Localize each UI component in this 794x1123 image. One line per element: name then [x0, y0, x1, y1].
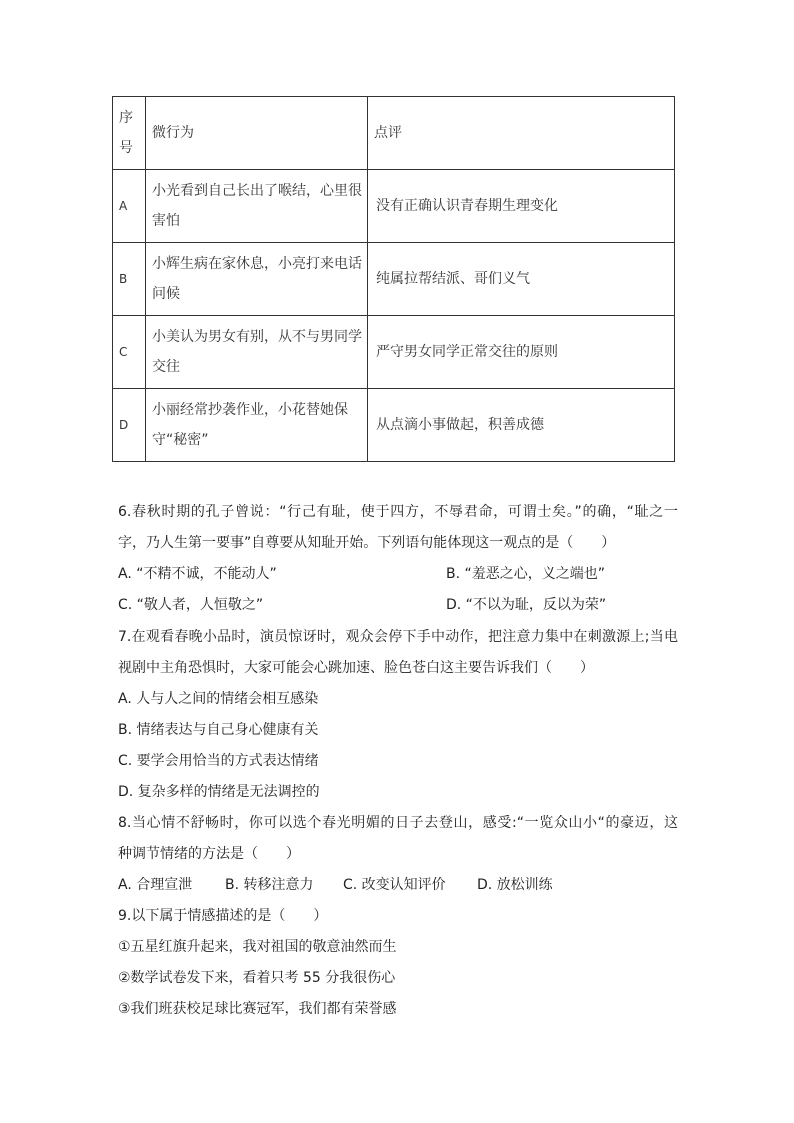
header-comment: 点评 [368, 97, 675, 170]
row-comment: 纯属拉帮结派、哥们义气 [368, 243, 675, 316]
q9-item-2: ②数学试卷发下来，看着只考 55 分我很伤心 [118, 970, 396, 986]
q8-option-c[interactable]: C. 改变认知评价 [343, 877, 446, 893]
row-index: B [113, 243, 146, 316]
q9-item-3: ③我们班获校足球比赛冠军，我们都有荣誉感 [118, 1001, 397, 1017]
q8-option-b[interactable]: B. 转移注意力 [225, 877, 314, 893]
table-row [113, 170, 675, 243]
q9-item-1: ①五星红旗升起来，我对祖国的敬意油然而生 [118, 939, 397, 955]
table-row [113, 243, 675, 316]
row-index: D [113, 389, 146, 462]
q6-option-a[interactable]: A. “不精不诚，不能动人” [118, 566, 277, 582]
q7-option-c[interactable]: C. 要学会用恰当的方式表达情绪 [118, 753, 319, 769]
q9-stem: 9.以下属于情感描述的是（ ） [118, 908, 328, 924]
header-index: 序号 [113, 97, 146, 170]
q6-option-b[interactable]: B. “羞恶之心，义之端也” [446, 566, 606, 582]
row-comment: 严守男女同学正常交往的原则 [368, 316, 675, 389]
q6-stem-line-1: 6.春秋时期的孔子曾说：“行己有耻，使于四方，不辱君命，可谓士矣。”的确，“耻之一 [118, 504, 678, 520]
q6-option-c[interactable]: C. “敬人者，人恒敬之” [118, 597, 264, 613]
q7-stem-line-2: 视剧中主角恐惧时，大家可能会心跳加速、脸色苍白这主要告诉我们（ ） [118, 660, 594, 676]
row-comment: 从点滴小事做起，积善成德 [368, 389, 675, 462]
q7-stem-line-1: 7.在观看春晚小品时，演员惊讶时，观众会停下手中动作，把注意力集中在刺激源上;当电 [118, 629, 678, 645]
q7-option-b[interactable]: B. 情绪表达与自己身心健康有关 [118, 722, 319, 738]
q7-option-d[interactable]: D. 复杂多样的情绪是无法调控的 [118, 784, 320, 800]
header-behavior: 微行为 [146, 97, 368, 170]
row-behavior: 小美认为男女有别，从不与男同学交往 [146, 316, 368, 389]
table-row [113, 389, 675, 462]
q7-option-a[interactable]: A. 人与人之间的情绪会相互感染 [118, 691, 319, 707]
row-index: C [113, 316, 146, 389]
row-comment: 没有正确认识青春期生理变化 [368, 170, 675, 243]
q8-stem-line-1: 8.当心情不舒畅时，你可以选个春光明媚的日子去登山，感受:“一览众山小“的豪迈，这 [118, 815, 678, 831]
q8-option-d[interactable]: D. 放松训练 [477, 877, 553, 893]
behavior-comment-table [112, 96, 675, 462]
row-behavior: 小辉生病在家休息，小亮打来电话问候 [146, 243, 368, 316]
row-behavior: 小光看到自己长出了喉结，心里很害怕 [146, 170, 368, 243]
row-behavior: 小丽经常抄袭作业，小花替她保守“秘密” [146, 389, 368, 462]
row-index: A [113, 170, 146, 243]
q8-option-a[interactable]: A. 合理宣泄 [118, 877, 193, 893]
table-row [113, 316, 675, 389]
q6-option-d[interactable]: D. “不以为耻，反以为荣” [446, 597, 607, 613]
q6-stem-line-2: 字，乃人生第一要事”自尊要从知耻开始。下列语句能体现这一观点的是（ ） [118, 535, 616, 551]
table-header-row [113, 97, 675, 170]
q8-stem-line-2: 种调节情绪的方法是（ ） [118, 846, 300, 862]
